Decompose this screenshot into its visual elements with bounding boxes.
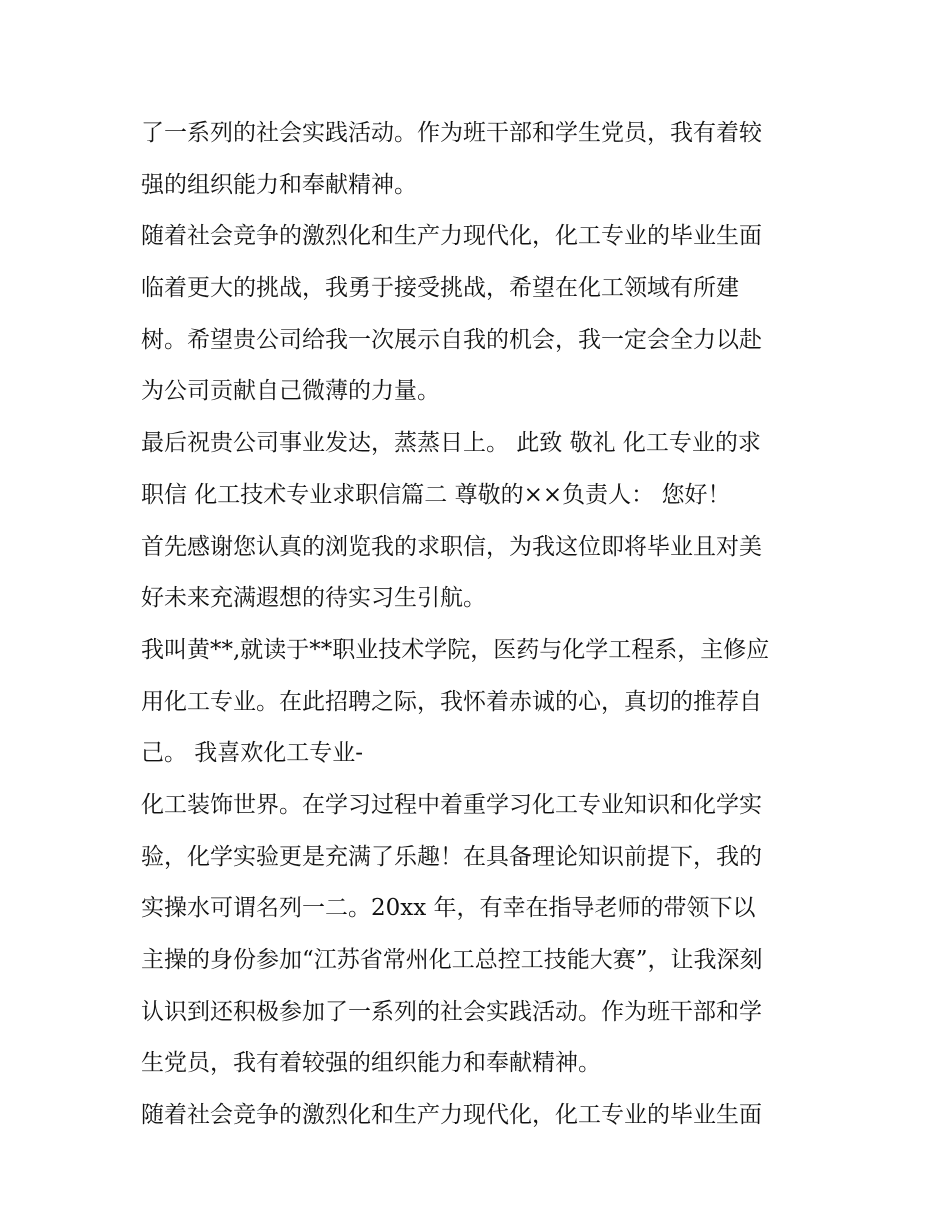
text-line: 主操的身份参加“江苏省常州化工总控工技能大赛”，让我深刻	[141, 947, 763, 973]
text-line: 化工装饰世界。在学习过程中着重学习化工专业知识和化学实	[141, 791, 762, 818]
text-line: 首先感谢您认真的浏览我的求职信，为我这位即将毕业且对美	[141, 533, 762, 560]
text-line: 实操水可谓名列一二。20xx 年，有幸在指导老师的带领下以	[141, 895, 756, 922]
text-line: 验，化学实验更是充满了乐趣！在具备理论知识前提下，我的	[141, 843, 762, 870]
text-line: 了一系列的社会实践活动。作为班干部和学生党员，我有着较	[141, 120, 762, 146]
document-body	[141, 110, 821, 1144]
text-line: 随着社会竞争的激烈化和生产力现代化，化工专业的毕业生面	[141, 1102, 762, 1129]
text-line: 临着更大的挑战，我勇于接受挑战，希望在化工领域有所建	[141, 275, 739, 302]
text-line: 我叫黄**,就读于**职业技术学院，医药与化学工程系，主修应	[141, 636, 770, 663]
text-line: 好未来充满遐想的待实习生引航。	[141, 585, 486, 612]
text-line: 认识到还积极参加了一系列的社会实践活动。作为班干部和学	[141, 998, 762, 1025]
text-line: 用化工专业。在此招聘之际，我怀着赤诚的心，真切的推荐自	[141, 688, 762, 715]
text-line: 己。 我喜欢化工专业-	[141, 740, 364, 767]
text-line: 最后祝贵公司事业发达，蒸蒸日上。 此致 敬礼 化工专业的求	[141, 430, 761, 457]
text-line: 树。希望贵公司给我一次展示自我的机会，我一定会全力以赴	[141, 326, 762, 353]
text-line: 强的组织能力和奉献精神。	[141, 171, 417, 198]
text-line: 为公司贡献自己微薄的力量。	[141, 378, 440, 405]
text-line: 职信 化工技术专业求职信篇二 尊敬的××负责人： 您好！	[141, 481, 731, 508]
text-line: 随着社会竞争的激烈化和生产力现代化，化工专业的毕业生面	[141, 223, 762, 250]
text-line: 生党员，我有着较强的组织能力和奉献精神。	[141, 1050, 601, 1077]
